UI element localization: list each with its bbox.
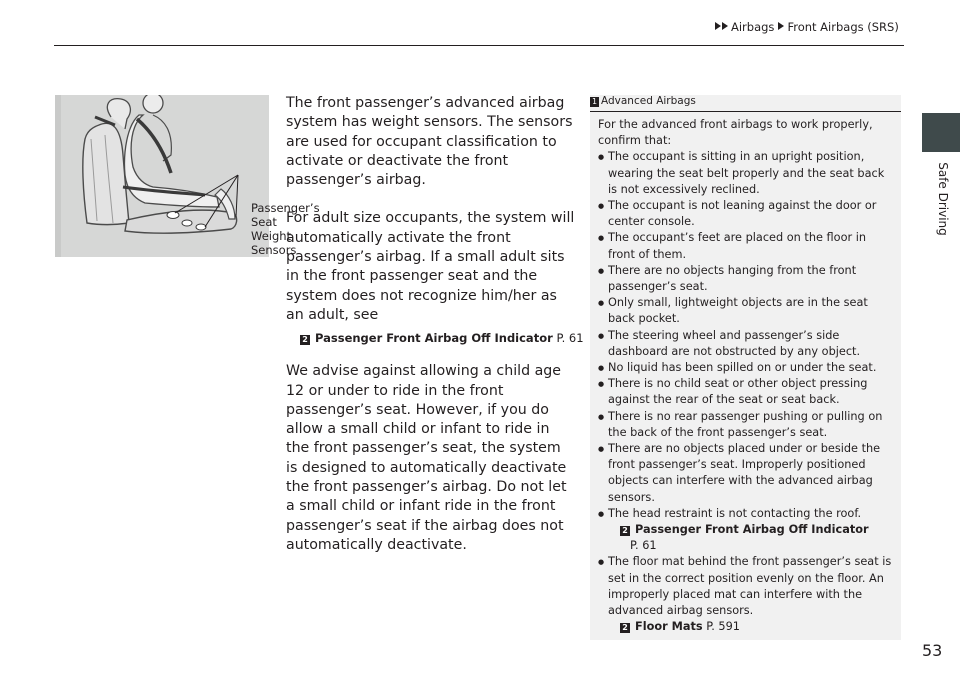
breadcrumb-item-airbags[interactable]: Airbags <box>731 20 775 34</box>
checklist <box>598 554 896 619</box>
cross-reference-page: P. 61 <box>630 539 657 553</box>
breadcrumb-item-front-airbags[interactable]: Front Airbags (SRS) <box>787 20 899 34</box>
note-number-badge: 1 <box>591 97 598 106</box>
sidebar-note <box>590 95 901 640</box>
list-item: ● There is no rear passenger pushing or pulling on the back of the front passenger’s seat. <box>598 409 896 441</box>
paragraph: We advise against allowing a child age 12 or under to ride in the front passenger’s seat. However, if you do allow a small child or infant to ride in the front passenger’s seat, the system is designed to automatically deactivate the front passenger’s airbag. Do not let a small child or infant ride in the front passenger’s seat if the airbag does not automatically deactivate. <box>286 363 567 553</box>
cross-reference-title: Passenger Front Airbag Off Indicator <box>315 331 553 346</box>
list-item: ● No liquid has been spilled on or under the seat. <box>598 360 896 376</box>
note-intro: For the advanced front airbags to work properly, confirm that: <box>598 118 873 148</box>
figure-label: Passenger’s Seat Weight Sensors <box>251 201 320 257</box>
note-header <box>590 95 901 112</box>
note-body <box>598 117 896 636</box>
cross-reference-title: Floor Mats <box>635 620 703 634</box>
list-item: ● The occupant is not leaning against the door or center console. <box>598 198 896 230</box>
cross-reference-link[interactable] <box>598 619 896 635</box>
cross-reference-link[interactable] <box>300 331 584 346</box>
cross-reference-page: P. 61 <box>556 331 584 346</box>
list-item: ● There are no objects placed under or beside the front passenger’s seat. Improperly positioned objects can interfere with the advanced airbag sensors. <box>598 441 896 506</box>
cross-reference-title: Passenger Front Airbag Off Indicator <box>635 523 869 537</box>
list-item: ● There are no objects hanging from the front passenger’s seat. <box>598 263 896 295</box>
reference-arrow-icon: 2 <box>300 335 310 345</box>
note-title: Advanced Airbags <box>601 95 696 107</box>
chapter-label: Safe Driving <box>936 162 950 236</box>
seat-occupant-drawing <box>55 95 269 257</box>
seat-sensor-illustration <box>55 95 320 257</box>
triangle-right-icon <box>715 22 721 30</box>
main-text <box>286 94 584 555</box>
list-item: ● The occupant’s feet are placed on the floor in front of them. <box>598 230 896 262</box>
list-item: ● The occupant is sitting in an upright position, wearing the seat belt properly and the seat back is not excessively reclined. <box>598 149 896 198</box>
reference-arrow-icon: 2 <box>620 526 630 536</box>
header-rule <box>54 45 904 46</box>
checklist <box>598 149 896 522</box>
paragraph: For adult size occupants, the system will automatically activate the front passenger’s airbag. If a small adult sits in the front passenger seat and the system does not recognize him/her as an adult, see <box>286 210 575 323</box>
list-item: ● Only small, lightweight objects are in the seat back pocket. <box>598 295 896 327</box>
cross-reference-page: P. 591 <box>706 620 740 634</box>
chapter-tab[interactable] <box>922 113 960 152</box>
paragraph: The front passenger’s advanced airbag system has weight sensors. The sensors are used for occupant classification to activate or deactivate the front passenger’s airbag. <box>286 95 573 189</box>
breadcrumb <box>714 20 899 34</box>
cross-reference-link[interactable] <box>598 522 896 554</box>
triangle-right-icon <box>722 22 728 30</box>
page-number: 53 <box>922 641 943 660</box>
list-item: ● The floor mat behind the front passenger’s seat is set in the correct position evenly on the floor. An improperly placed mat can interfere with the advanced airbag sensors. <box>598 554 896 619</box>
triangle-right-icon <box>778 22 784 30</box>
list-item: ● The steering wheel and passenger’s side dashboard are not obstructed by any object. <box>598 328 896 360</box>
list-item: ● There is no child seat or other object pressing against the rear of the seat or seat back. <box>598 376 896 408</box>
list-item: ● The head restraint is not contacting the roof. <box>598 506 896 522</box>
reference-arrow-icon: 2 <box>620 623 630 633</box>
